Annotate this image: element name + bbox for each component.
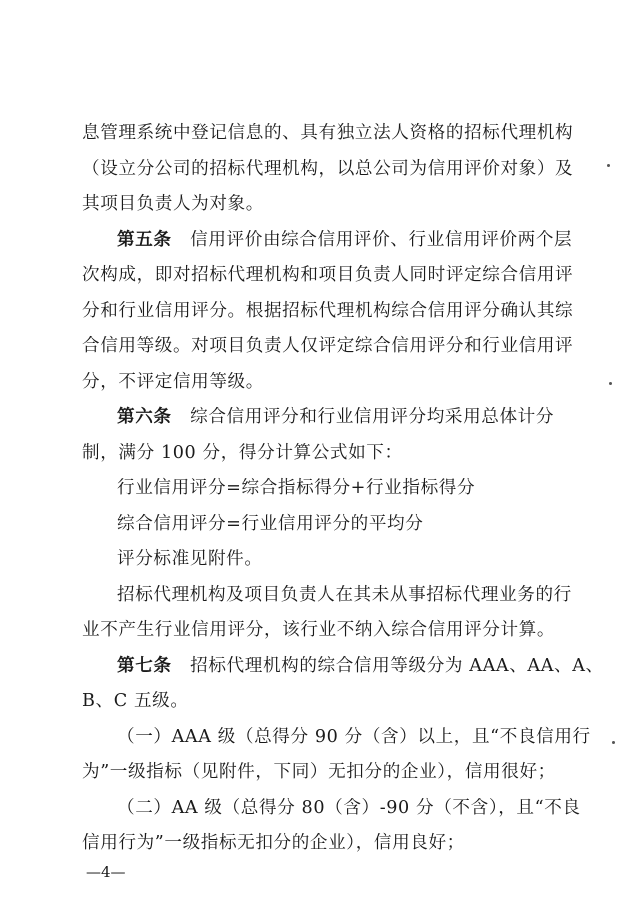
text-line: 次构成，即对招标代理机构和项目负责人同时评定综合信用评: [82, 265, 574, 285]
text-line: （设立分公司的招标代理机构，以总公司为信用评价对象）及: [82, 159, 574, 179]
text-line: 分，不评定信用等级。: [82, 372, 264, 392]
text-line: 息管理系统中登记信息的、具有独立法人资格的招标代理机构: [82, 123, 574, 143]
page-number: —4—: [86, 863, 126, 881]
text-line: 评分标准见附件。: [117, 549, 263, 569]
text-line: 为”一级指标（见附件，下同）无扣分的企业），信用很好；: [82, 762, 556, 782]
text-line: 招标代理机构及项目负责人在其未从事招标代理业务的行: [117, 585, 572, 605]
text-line: 制，满分 100 分，得分计算公式如下：: [82, 443, 403, 463]
article-7-line: 第七条 招标代理机构的综合信用等级分为 AAA、AA、A、: [117, 656, 604, 676]
article-6-line: 第六条 综合信用评分和行业信用评分均采用总体计分: [117, 407, 555, 427]
text-line: 其项目负责人为对象。: [82, 194, 264, 214]
text-line: 业不产生行业信用评分，该行业不纳入综合信用评分计算。: [82, 620, 556, 640]
text-line: 信用行为”一级指标无扣分的企业），信用良好；: [82, 833, 465, 853]
text-line: 分和行业信用评分。根据招标代理机构综合信用评分确认其综: [82, 301, 574, 321]
scan-speck: [607, 164, 610, 167]
article-5-line: 第五条 信用评价由综合信用评价、行业信用评价两个层: [117, 230, 573, 250]
formula-line: 行业信用评分=综合指标得分+行业指标得分: [117, 478, 476, 498]
scan-speck: [609, 382, 612, 385]
formula-line: 综合信用评分=行业信用评分的平均分: [117, 514, 424, 534]
article-6-heading: 第六条: [117, 407, 172, 427]
text-line: 合信用等级。对项目负责人仅评定综合信用评分和行业信用评: [82, 336, 574, 356]
text-line: B、C 五级。: [82, 691, 189, 711]
article-7-heading: 第七条: [117, 656, 172, 676]
text-line: （一）AAA 级（总得分 90 分（含）以上，且“不良信用行: [117, 727, 591, 747]
text-line: （二）AA 级（总得分 80（含）-90 分（不含），且“不良: [117, 798, 581, 818]
scan-speck: [612, 741, 615, 744]
article-5-heading: 第五条: [117, 230, 172, 250]
